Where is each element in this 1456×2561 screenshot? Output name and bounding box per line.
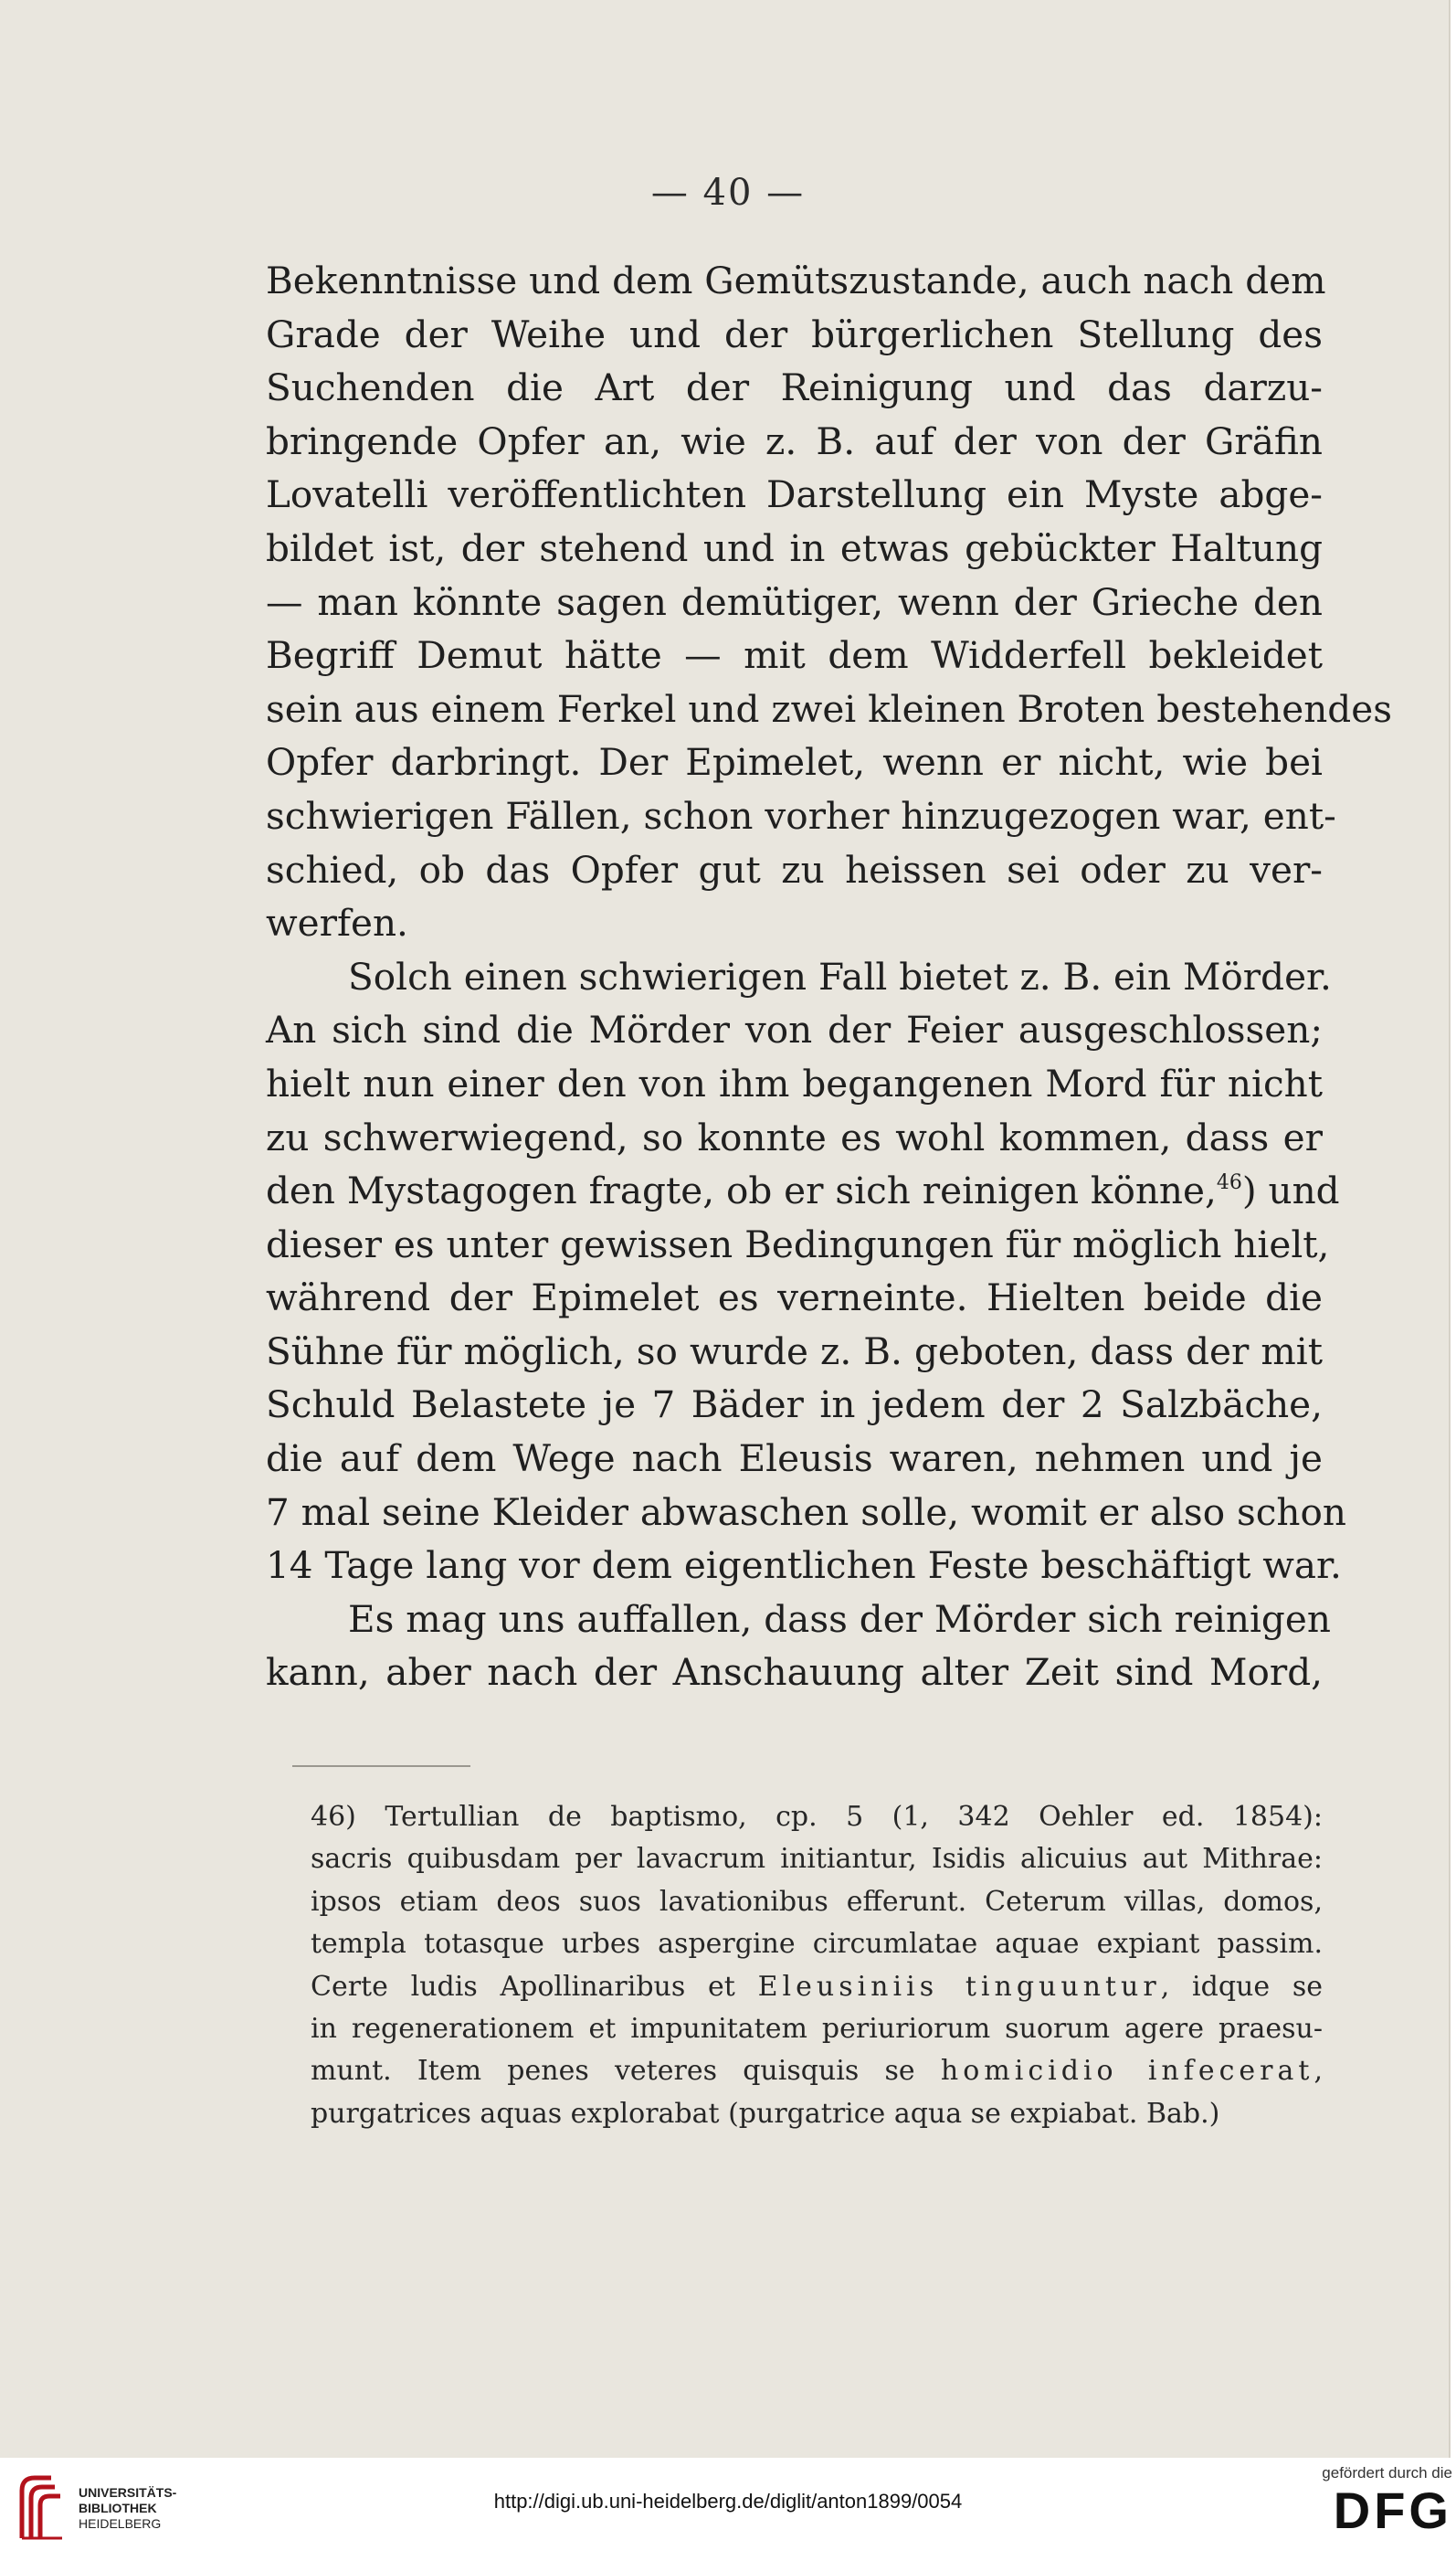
body-line: werfen. <box>266 901 408 946</box>
body-line: Grade der Weihe und der bürgerlichen Stellung des <box>266 312 1323 356</box>
footnote-line: in regenerationem et impunitatem periuriorum suorum agere praesu- <box>311 2012 1323 2045</box>
body-line: Schuld Belastete je 7 Bäder in jedem der 2 Salzbäche, <box>266 1382 1323 1427</box>
body-line-text: den Mystagogen fragte, ob er sich reinigen könne, <box>266 1169 1217 1213</box>
footnote-line: sacris quibusdam per lavacrum initiantur, Isidis alicuius aut Mithrae: <box>311 1843 1323 1876</box>
body-line: Es mag uns auffallen, dass der Mörder sich reinigen <box>348 1596 1331 1641</box>
body-line: hielt nun einer den von ihm begangenen Mord für nicht <box>266 1061 1323 1106</box>
body-line: Sühne für möglich, so wurde z. B. geboten, dass der mit <box>266 1328 1323 1373</box>
body-line: bildet ist, der stehend und in etwas gebückter Haltung <box>266 525 1323 570</box>
body-line: — man könnte sagen demütiger, wenn der Grieche den <box>266 579 1323 624</box>
footnote-text: Certe ludis Apollinaribus et <box>311 1970 758 2003</box>
body-line: Opfer darbringt. Der Epimelet, wenn er nicht, wie bei <box>266 740 1323 785</box>
body-line: sein aus einem Ferkel und zwei kleinen Broten bestehendes <box>266 686 1392 731</box>
footnote-line <box>311 1966 1323 2008</box>
body-line: zu schwerwiegend, so konnte es wohl kommen, dass er <box>266 1115 1323 1159</box>
body-line: 14 Tage lang vor dem eigentlichen Feste beschäftigt war. <box>266 1543 1342 1588</box>
permalink-url[interactable]: http://digi.ub.uni-heidelberg.de/diglit/anton1899/0054 <box>493 2490 963 2513</box>
footnote-spaced-text: Eleusiniis tinguuntur <box>757 1970 1161 2003</box>
body-text <box>266 254 1392 1699</box>
footnote-line: templa totasque urbes aspergine circumlatae aquae expiant passim. <box>311 1928 1323 1961</box>
footnote-line: 46) Tertullian de baptismo, cp. 5 (1, 342 Oehler ed. 1854): <box>311 1801 1323 1833</box>
footnote-text: , idque se <box>1160 1970 1324 2003</box>
body-line: 7 mal seine Kleider abwaschen solle, womit er also schon <box>266 1489 1346 1534</box>
body-line: An sich sind die Mörder von der Feier ausgeschlossen; <box>266 1008 1323 1053</box>
page-number: — 40 — <box>650 172 806 214</box>
body-line: Solch einen schwierigen Fall bietet z. B. ein Mörder. <box>348 954 1332 999</box>
library-name-line: BIBLIOTHEK <box>79 2501 157 2515</box>
body-line: die auf dem Wege nach Eleusis waren, nehmen und je <box>266 1436 1323 1481</box>
funded-by-label: gefördert durch die <box>1322 2464 1452 2482</box>
body-line: Suchenden die Art der Reinigung und das darzu- <box>266 365 1323 410</box>
footnote-text: , <box>1314 2055 1323 2088</box>
body-line: Lovatelli veröffentlichten Darstellung ein Myste abge- <box>266 472 1323 517</box>
body-line: kann, aber nach der Anschauung alter Zeit sind Mord, <box>266 1650 1323 1695</box>
body-line: bringende Opfer an, wie z. B. auf der von der Gräfin <box>266 418 1323 463</box>
body-line: schwierigen Fällen, schon vorher hinzugezogen war, ent- <box>266 793 1336 838</box>
library-name-line: HEIDELBERG <box>79 2516 162 2531</box>
footnote-text: munt. Item penes veteres quisquis se <box>311 2055 941 2088</box>
footnotes <box>311 1796 1323 2135</box>
footnote-divider <box>292 1765 470 1767</box>
footnote-line: purgatrices aquas explorabat (purgatrice aqua se expiabat. Bab.) <box>311 2097 1220 2130</box>
body-line: dieser es unter gewissen Bedingungen für möglich hielt, <box>266 1222 1330 1266</box>
footnote-reference[interactable]: 46 <box>1216 1171 1242 1195</box>
footnote-line: ipsos etiam deos suos lavationibus efferunt. Ceterum villas, domos, <box>311 1885 1323 1918</box>
dfg-mark: DFG <box>1333 2482 1452 2539</box>
footnote-spaced-text: homicidio infecerat <box>940 2055 1314 2088</box>
library-name-line: UNIVERSITÄTS- <box>79 2485 177 2500</box>
body-line: schied, ob das Opfer gut zu heissen sei oder zu ver- <box>266 847 1323 892</box>
body-line-tail: ) und <box>1241 1169 1340 1213</box>
body-line-with-footnote <box>266 1164 1340 1218</box>
footnote-line <box>311 2050 1323 2092</box>
body-line: Bekenntnisse und dem Gemütszustande, auch nach dem <box>266 259 1326 302</box>
dfg-logo[interactable] <box>1288 2464 1452 2551</box>
body-line: während der Epimelet es verneinte. Hielten beide die <box>266 1275 1323 1320</box>
body-line: Begriff Demut hätte — mit dem Widderfell bekleidet <box>266 633 1323 678</box>
